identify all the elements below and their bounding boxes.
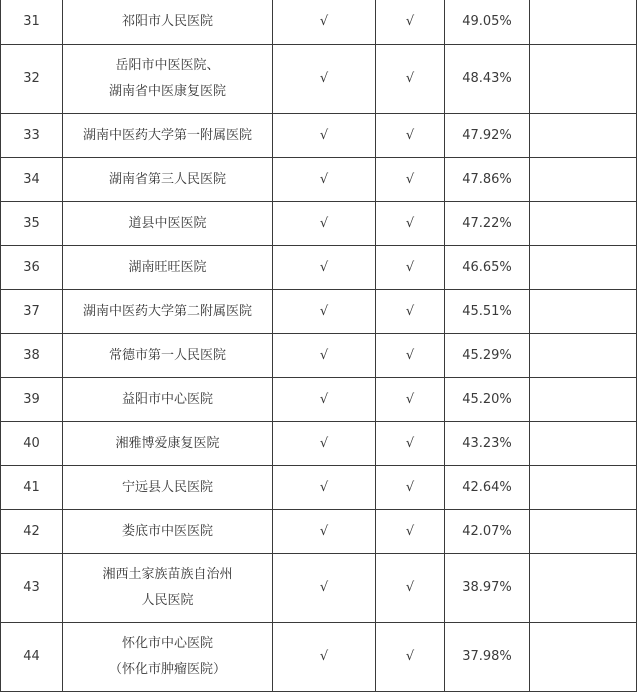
empty-cell <box>530 158 637 202</box>
table-row <box>1 0 637 45</box>
rate-value: 46.65% <box>445 246 530 290</box>
row-number: 35 <box>1 202 63 246</box>
rate-value: 37.98% <box>445 623 530 692</box>
row-number: 39 <box>1 378 63 422</box>
empty-cell <box>530 114 637 158</box>
hospital-name: 湖南中医药大学第一附属医院 <box>63 114 273 158</box>
row-number: 37 <box>1 290 63 334</box>
table-row <box>1 422 637 466</box>
table-row <box>1 378 637 422</box>
empty-cell <box>530 334 637 378</box>
row-number: 41 <box>1 466 63 510</box>
check-mark-1: √ <box>273 158 376 202</box>
table-row <box>1 466 637 510</box>
check-mark-1: √ <box>273 623 376 692</box>
check-mark-2: √ <box>376 554 445 623</box>
table-row <box>1 623 637 692</box>
check-mark-1: √ <box>273 246 376 290</box>
check-mark-2: √ <box>376 510 445 554</box>
check-mark-2: √ <box>376 623 445 692</box>
rate-value: 49.05% <box>445 0 530 45</box>
hospital-name: 常德市第一人民医院 <box>63 334 273 378</box>
row-number: 40 <box>1 422 63 466</box>
table-row <box>1 114 637 158</box>
check-mark-1: √ <box>273 114 376 158</box>
rate-value: 42.07% <box>445 510 530 554</box>
empty-cell <box>530 554 637 623</box>
table-row <box>1 246 637 290</box>
hospital-name: 湘西土家族苗族自治州 人民医院 <box>63 554 273 623</box>
rate-value: 47.92% <box>445 114 530 158</box>
check-mark-1: √ <box>273 378 376 422</box>
rate-value: 47.22% <box>445 202 530 246</box>
check-mark-1: √ <box>273 422 376 466</box>
hospital-name: 怀化市中心医院 （怀化市肿瘤医院） <box>63 623 273 692</box>
row-number: 44 <box>1 623 63 692</box>
check-mark-1: √ <box>273 510 376 554</box>
check-mark-1: √ <box>273 554 376 623</box>
hospital-name: 湘雅博爱康复医院 <box>63 422 273 466</box>
hospital-name: 娄底市中医医院 <box>63 510 273 554</box>
rate-value: 45.51% <box>445 290 530 334</box>
empty-cell <box>530 202 637 246</box>
row-number: 31 <box>1 0 63 45</box>
empty-cell <box>530 466 637 510</box>
table-row <box>1 45 637 114</box>
check-mark-2: √ <box>376 114 445 158</box>
rate-value: 43.23% <box>445 422 530 466</box>
table-row <box>1 202 637 246</box>
check-mark-2: √ <box>376 158 445 202</box>
check-mark-2: √ <box>376 378 445 422</box>
row-number: 33 <box>1 114 63 158</box>
rate-value: 45.29% <box>445 334 530 378</box>
check-mark-2: √ <box>376 246 445 290</box>
empty-cell <box>530 422 637 466</box>
check-mark-1: √ <box>273 202 376 246</box>
hospital-name: 祁阳市人民医院 <box>63 0 273 45</box>
row-number: 38 <box>1 334 63 378</box>
table-row <box>1 158 637 202</box>
row-number: 32 <box>1 45 63 114</box>
table-row <box>1 510 637 554</box>
table-row <box>1 554 637 623</box>
row-number: 36 <box>1 246 63 290</box>
table-body <box>1 0 637 692</box>
check-mark-2: √ <box>376 45 445 114</box>
rate-value: 42.64% <box>445 466 530 510</box>
check-mark-2: √ <box>376 422 445 466</box>
check-mark-1: √ <box>273 45 376 114</box>
rate-value: 47.86% <box>445 158 530 202</box>
hospital-name: 湖南中医药大学第二附属医院 <box>63 290 273 334</box>
hospital-name: 益阳市中心医院 <box>63 378 273 422</box>
hospital-name: 岳阳市中医医院、 湖南省中医康复医院 <box>63 45 273 114</box>
hospital-name: 湖南省第三人民医院 <box>63 158 273 202</box>
rate-value: 48.43% <box>445 45 530 114</box>
row-number: 34 <box>1 158 63 202</box>
rate-value: 45.20% <box>445 378 530 422</box>
check-mark-2: √ <box>376 466 445 510</box>
row-number: 42 <box>1 510 63 554</box>
hospital-name: 道县中医医院 <box>63 202 273 246</box>
check-mark-1: √ <box>273 334 376 378</box>
hospital-name: 湖南旺旺医院 <box>63 246 273 290</box>
table-row <box>1 290 637 334</box>
check-mark-1: √ <box>273 466 376 510</box>
check-mark-1: √ <box>273 0 376 45</box>
empty-cell <box>530 623 637 692</box>
check-mark-1: √ <box>273 290 376 334</box>
check-mark-2: √ <box>376 334 445 378</box>
rate-value: 38.97% <box>445 554 530 623</box>
row-number: 43 <box>1 554 63 623</box>
empty-cell <box>530 0 637 45</box>
hospital-name: 宁远县人民医院 <box>63 466 273 510</box>
table-row <box>1 334 637 378</box>
empty-cell <box>530 290 637 334</box>
empty-cell <box>530 45 637 114</box>
empty-cell <box>530 378 637 422</box>
check-mark-2: √ <box>376 202 445 246</box>
empty-cell <box>530 510 637 554</box>
check-mark-2: √ <box>376 290 445 334</box>
empty-cell <box>530 246 637 290</box>
check-mark-2: √ <box>376 0 445 45</box>
